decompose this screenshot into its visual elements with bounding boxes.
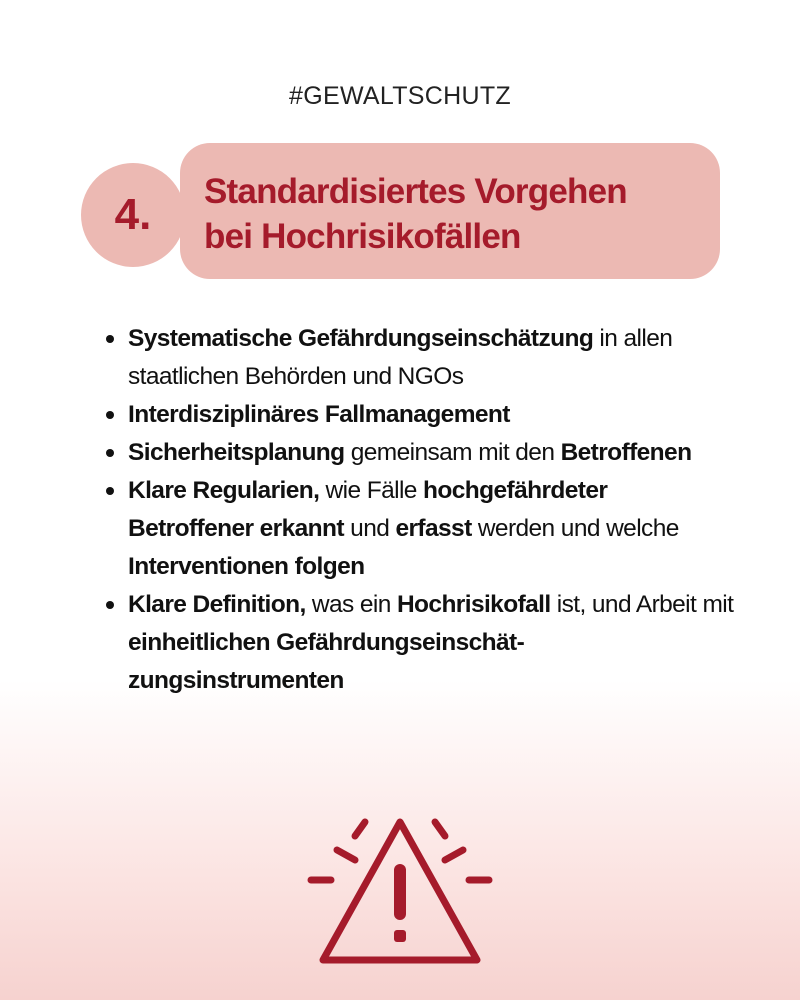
bullet-bold-text: erfasst — [395, 515, 472, 542]
bullet-text: gemeinsam mit den — [344, 439, 561, 466]
bullet-text: in allen staatlichen Behörden und NGOs — [128, 325, 673, 390]
list-item — [128, 396, 738, 434]
bullet-bold-text: Klare Definition, — [128, 591, 306, 618]
list-item — [128, 586, 738, 700]
list-item — [128, 320, 738, 396]
hashtag: #GEWALTSCHUTZ — [289, 82, 511, 110]
bullet-bold-text: Interdisziplinäres Fallmanagement — [128, 401, 510, 428]
section-title-box — [180, 143, 720, 279]
section-title-line-1: Standardisiertes Vorgehen — [204, 172, 627, 211]
list-item — [128, 472, 738, 586]
bullet-text: werden und welche — [471, 515, 679, 542]
warning-triangle-icon — [305, 812, 495, 972]
section-title-line-2: bei Hochrisikofällen — [204, 217, 521, 256]
bullet-text: was ein — [305, 591, 397, 618]
bullet-bold-text: Hochrisikofall — [396, 591, 551, 618]
bullet-bold-text: Systematische Gefährdungseinschätzung — [128, 325, 594, 352]
bullet-bold-text: Sicherheitsplanung — [128, 439, 345, 466]
bullet-text: wie Fälle — [319, 477, 424, 504]
bullet-bold-text: hochgefährdeter Betroffener erkannt — [128, 477, 608, 542]
list-item — [128, 434, 738, 472]
bullet-text: und — [343, 515, 396, 542]
bullet-bold-text: Betroffenen — [560, 439, 692, 466]
bullet-bold-text: Interventionen folgen — [128, 553, 365, 580]
bullet-bold-text: einheitlichen Gefährdungseinschät-zungsinstrumenten — [128, 629, 525, 694]
bullet-bold-text: Klare Regularien, — [128, 477, 320, 504]
bullet-list — [100, 320, 738, 700]
section-number: 4. — [114, 190, 152, 239]
section-number-badge — [81, 163, 185, 267]
bullet-text: ist, und Arbeit mit — [550, 591, 734, 618]
